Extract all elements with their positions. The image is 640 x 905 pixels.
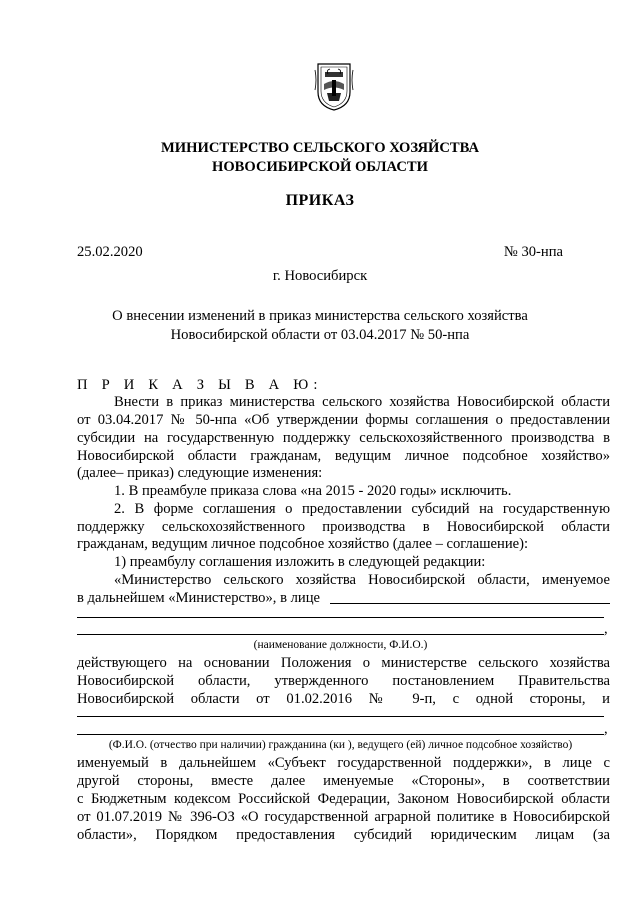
coat-of-arms-emblem <box>314 60 354 112</box>
paragraph-line: Внести в приказ министерства сельского хозяйства Новосибирской области <box>114 394 610 410</box>
line-comma: , <box>604 721 608 737</box>
paragraph-line: 1) преамбулу соглашения изложить в следующей редакции: <box>114 554 486 570</box>
blank-fill-line <box>77 634 604 635</box>
order-date: 25.02.2020 <box>77 244 143 260</box>
ministry-name-line2: НОВОСИБИРСКОЙ ОБЛАСТИ <box>211 159 428 175</box>
paragraph-line: действующего на основании Положения о министерстве сельского хозяйства <box>77 655 610 671</box>
ministry-name-line1: МИНИСТЕРСТВО СЕЛЬСКОГО ХОЗЯЙСТВА <box>160 140 480 156</box>
paragraph-line: (далее– приказ) следующие изменения: <box>77 465 323 481</box>
paragraph-line: поддержку сельскохозяйственного производства в Новосибирской области <box>77 519 610 535</box>
field-caption-position: (наименование должности, Ф.И.О.) <box>253 639 428 651</box>
blank-fill-line <box>330 603 610 604</box>
line-comma: , <box>604 621 608 637</box>
orders-heading: П Р И К А З Ы В А Ю: <box>77 377 323 393</box>
paragraph-line: 2. В форме соглашения о предоставлении субсидий на государственную <box>114 501 610 517</box>
subject-line2: Новосибирской области от 03.04.2017 № 50-нпа <box>170 327 470 343</box>
paragraph-line: гражданам, ведущим личное подсобное хозяйство (далее – соглашение): <box>77 536 529 552</box>
blank-fill-line <box>77 617 604 618</box>
paragraph-line: от 03.04.2017 № 50-нпа «Об утверждении формы соглашения о предоставлении <box>77 412 610 428</box>
paragraph-line: области», Порядком предоставления субсидий юридическим лицам (за <box>77 827 610 843</box>
paragraph-line: от 01.07.2019 № 396-ОЗ «О государственной аграрной политике в Новосибирской <box>77 809 610 825</box>
order-city: г. Новосибирск <box>272 268 368 284</box>
paragraph-line: другой стороны, вместе далее именуемые «Стороны», в соответствии <box>77 773 610 789</box>
paragraph-line: 1. В преамбуле приказа слова «на 2015 - 2020 годы» исключить. <box>114 483 512 499</box>
paragraph-line: в дальнейшем «Министерство», в лице <box>77 590 320 606</box>
order-subject <box>0 307 640 345</box>
paragraph-line: Новосибирской области гражданам, ведущим личное подсобное хозяйство» <box>77 448 610 464</box>
subject-line1: О внесении изменений в приказ министерства сельского хозяйства <box>112 308 528 324</box>
field-caption-citizen: (Ф.И.О. (отчество при наличии) гражданина (ки ), ведущего (ей) личное подсобное хозяйство) <box>108 739 573 751</box>
order-title: ПРИКАЗ <box>285 192 355 209</box>
paragraph-line: Новосибирской области, утвержденного постановлением Правительства <box>77 673 610 689</box>
paragraph-line: субсидии на государственную поддержку сельскохозяйственного производства в <box>77 430 610 446</box>
paragraph-line: «Министерство сельского хозяйства Новосибирской области, именуемое <box>114 572 610 588</box>
paragraph-line: именуемый в дальнейшем «Субъект государственной поддержки», в лице с <box>77 755 610 771</box>
paragraph-line: Новосибирской области от 01.02.2016 № 9-п, с одной стороны, и <box>77 691 610 707</box>
blank-fill-line <box>77 716 604 717</box>
order-number: № 30-нпа <box>503 244 563 260</box>
paragraph-line: с Бюджетным кодексом Российской Федерации, Законом Новосибирской области <box>77 791 610 807</box>
ministry-name <box>0 139 640 177</box>
blank-fill-line <box>77 734 604 735</box>
